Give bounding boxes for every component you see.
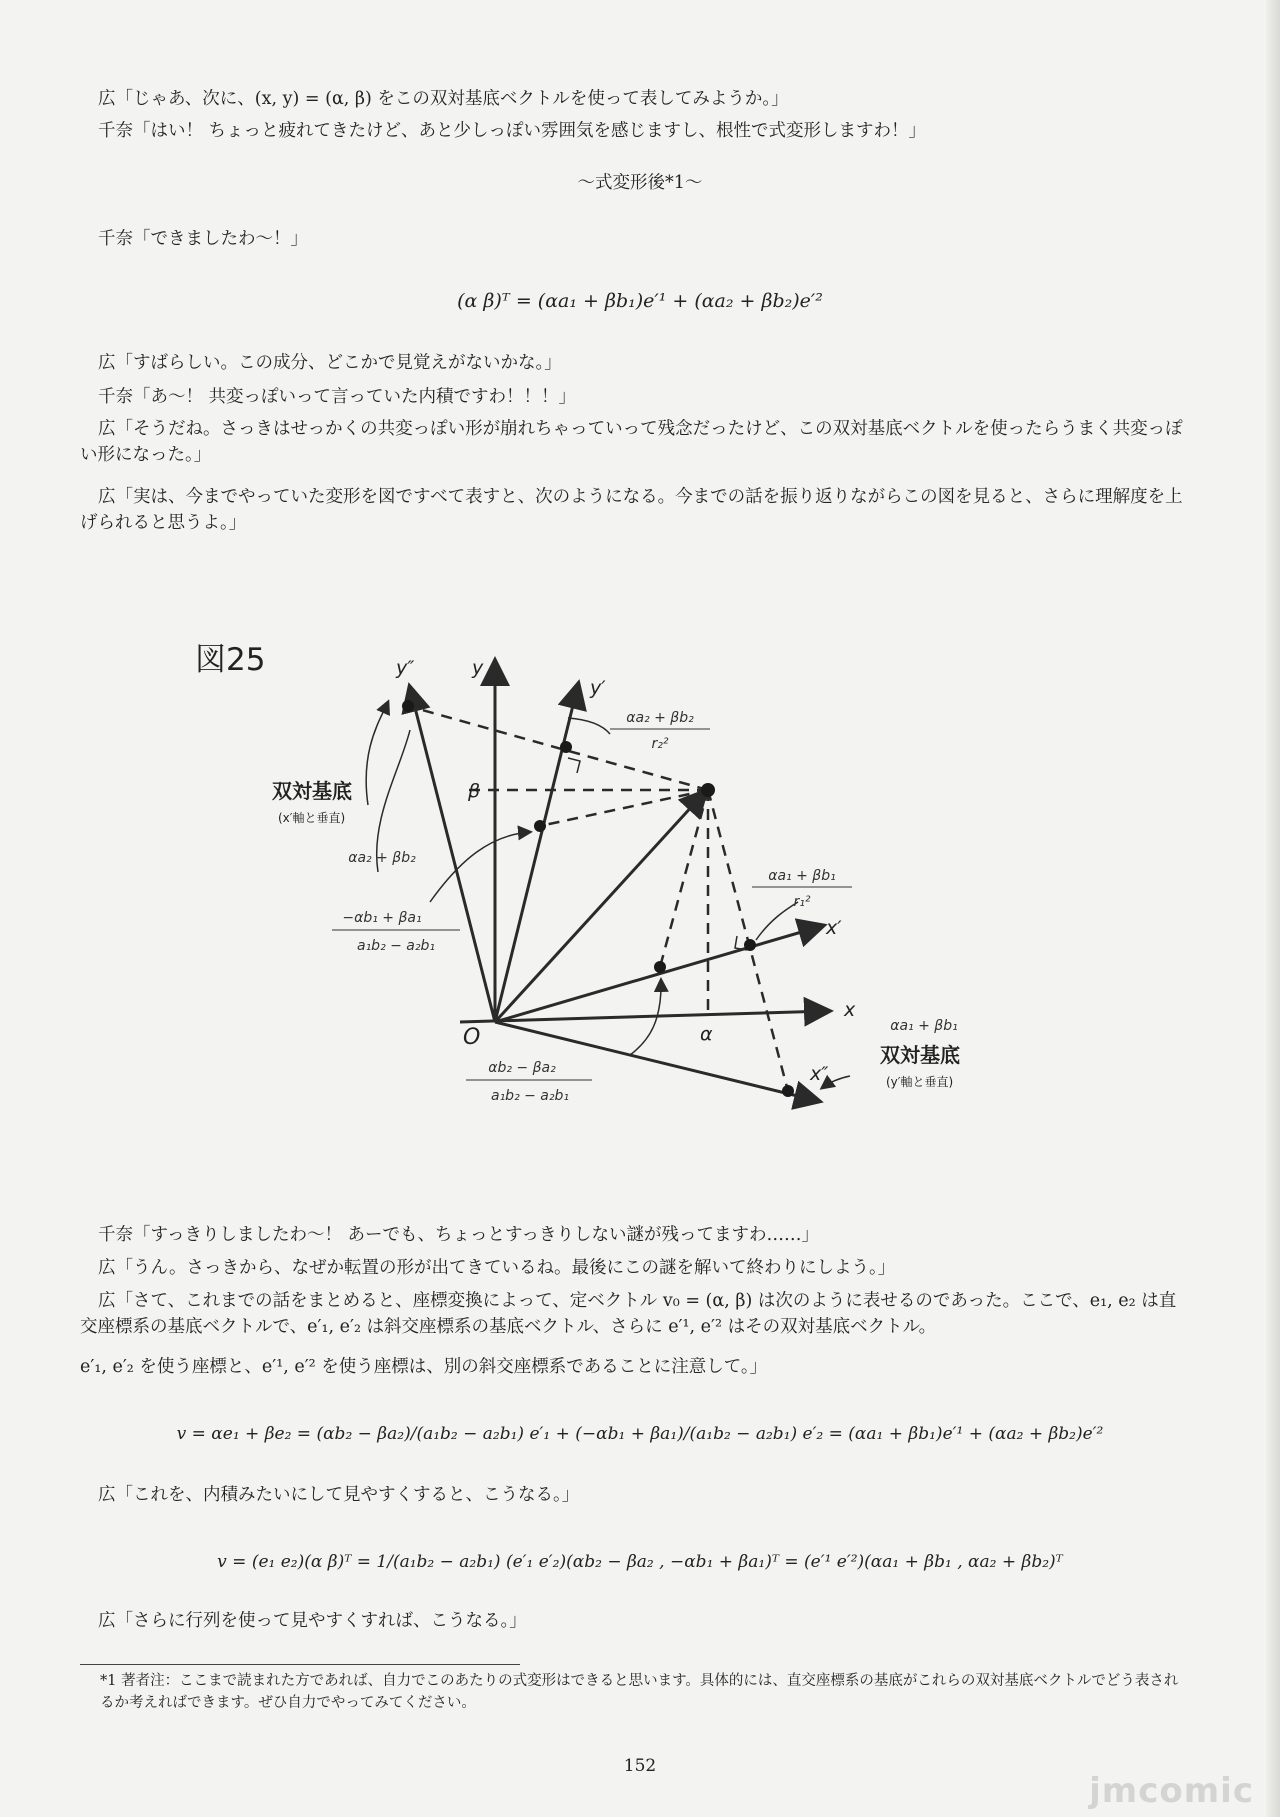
page-edge [1266,0,1280,1817]
dialogue-line: 広「さらに行列を使って見やすくすれば、こうなる。」 [98,1611,527,1631]
dialogue-line: 広「実は、今までやっていた変形を図ですべて表すと、次のようになる。今までの話を振り返りながらこの図を見ると、さらに理解度を上げられると思うよ。」 [80,487,1183,533]
dual-basis-right: 双対基底 [880,1043,960,1067]
footnote-rule [80,1664,520,1665]
dialogue-line: 広「じゃあ、次に、(x, y) = (α, β) をこの双対基底ベクトルを使って表してみようか。」 [98,89,789,109]
dialogue-line: 千奈「はい！ ちょっと疲れてきたけど、あと少しっぽい雰囲気を感じますし、根性で式変形しますわ！」 [98,121,927,141]
axis-label-y2: y″ [396,657,415,679]
equation-3: v = (e₁ e₂)(α β)ᵀ = 1/(a₁b₂ − a₂b₁) (e′₁ e′₂)(αb₂ − βa₂ , −αb₁ + βa₁)ᵀ = (e′¹ e′²)(αa₁ + βb₁ , αa₂ + βb₂)ᵀ [217,1552,1063,1572]
equation-1: (α β)ᵀ = (αa₁ + βb₁)e′¹ + (αa₂ + βb₂)e′² [457,290,823,312]
dialogue-line: 千奈「あ〜！ 共変っぽいって言っていた内積ですわ！！！」 [98,387,577,407]
footnote: *1 著者注：ここまで読まれた方であれば、自力でこのあたりの式変形はできると思います。具体的には、直交座標系の基底がこれらの双対基底ベクトルでどう表されるか考えればできます。ぜひ自力でやってみてください。 [100,1673,1179,1711]
dialogue-line: 広「うん。さっきから、なぜか転置の形が出てきているね。最後にこの謎を解いて終わりにしよう。」 [98,1258,896,1278]
label-bottom-num: αb₂ − βa₂ [488,1060,556,1076]
beta-label: β [468,780,481,802]
y1-axis [495,685,578,1022]
label-mid-num: −αb₁ + βa₁ [342,910,422,926]
dialogue-line: 広「そうだね。さっきはせっかくの共変っぽい形が崩れちゃっていって残念だったけど、この双対基底ベクトルを使ったらうまく共変っぽい形になった。」 [80,419,1183,465]
dialogue-line: 千奈「すっきりしましたわ〜！ あーでも、ちょっとすっきりしない謎が残ってますわ……」 [98,1225,819,1245]
dialogue-line: e′₁, e′₂ を使う座標と、e′¹, e′² を使う座標は、別の斜交座標系であることに注意して。」 [80,1357,768,1377]
dialogue-line: 広「さて、これまでの話をまとめると、座標変換によって、定ベクトル v₀ = (α, β) は次のように表せるのであった。ここで、e₁, e₂ は直交座標系の基底ベクトルで、e′₁, e′₂ は斜交座標系の基底ベクトル、さらに e′¹, e′² はその双対基底ベクトル。 [80,1291,1177,1337]
axis-label-x2: x″ [810,1063,829,1085]
label-right-num: αa₁ + βb₁ [768,868,836,884]
axis-label-y: y [472,657,484,679]
axis-label-x1: x′ [826,917,842,939]
section-note: 〜式変形後*1〜 [577,173,703,193]
label-left: αa₂ + βb₂ [348,850,416,866]
page-number: 152 [623,1756,657,1776]
dual-basis-left-note: (x′軸と垂直) [278,811,346,825]
dual-basis-left: 双対基底 [272,779,352,803]
watermark: jmcomic [1089,1771,1254,1811]
origin-label: O [463,1025,481,1050]
label-top-den: r₂² [651,736,669,752]
label-x2: αa₁ + βb₁ [890,1018,958,1034]
dual-basis-right-note: (y′軸と垂直) [886,1075,954,1089]
label-right-den: r₁² [793,894,811,910]
equation-2: v = αe₁ + βe₂ = (αb₂ − βa₂)/(a₁b₂ − a₂b₁) e′₁ + (−αb₁ + βa₁)/(a₁b₂ − a₂b₁) e′₂ = (αa₁ + βb₁)e′¹ + (αa₂ + βb₂)e′² [176,1424,1104,1444]
figure-25 [250,640,1030,1110]
figure-title: 図25 [195,642,266,678]
dialogue-line: 広「すばらしい。この成分、どこかで見覚えがないかな。」 [98,353,562,373]
dialogue-line: 千奈「できましたわ〜！」 [98,229,308,249]
axis-label-x: x [844,999,856,1021]
y2-axis [410,688,495,1022]
label-top-num: αa₂ + βb₂ [626,710,694,726]
dialogue-line: 広「これを、内積みたいにして見やすくすると、こうなる。」 [98,1485,580,1505]
label-mid-den: a₁b₂ − a₂b₁ [356,938,436,954]
axis-label-y1: y′ [590,677,606,699]
vector-v [495,792,705,1022]
alpha-label: α [700,1023,713,1045]
label-bottom-den: a₁b₂ − a₂b₁ [490,1088,570,1104]
